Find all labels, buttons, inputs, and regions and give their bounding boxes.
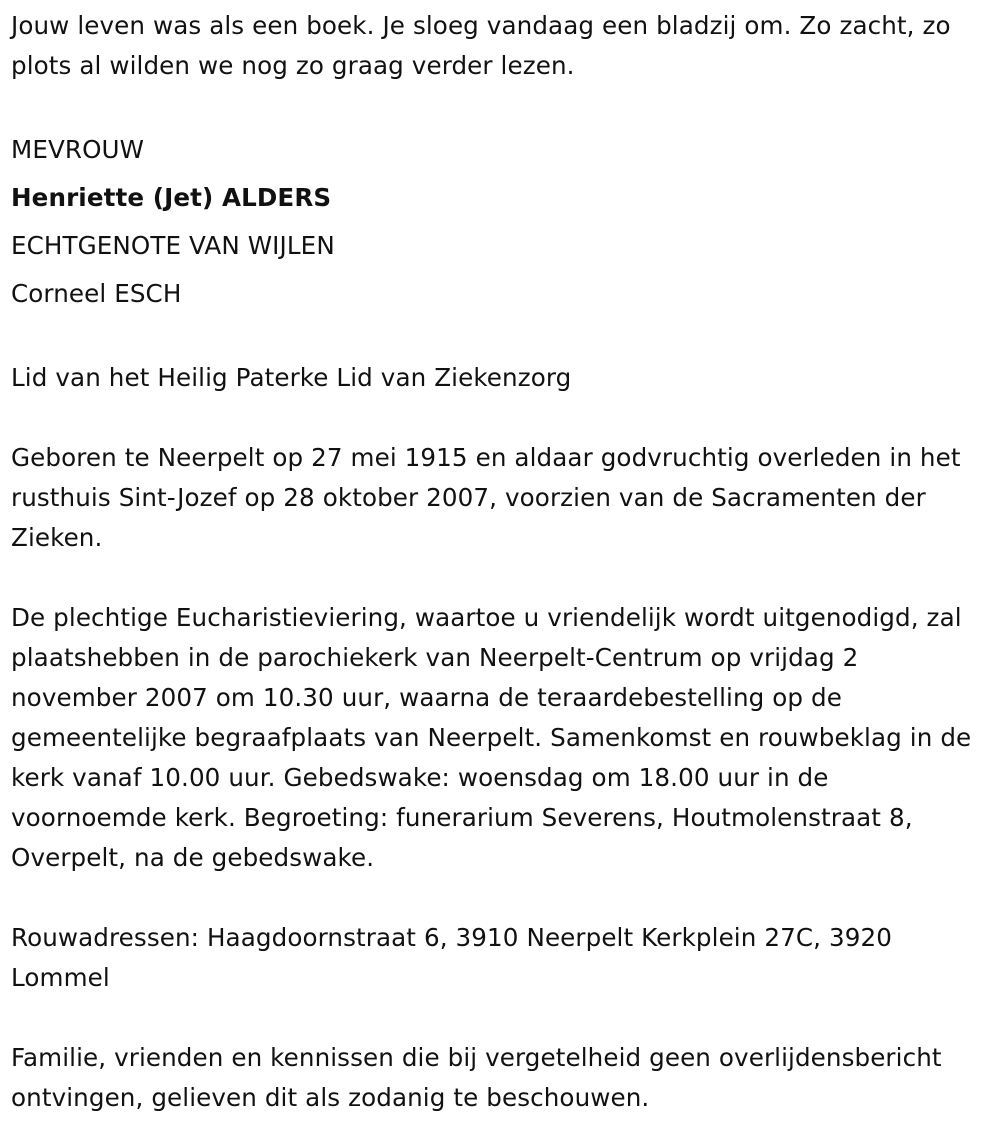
spacer bbox=[11, 318, 991, 358]
deceased-name: Henriette (Jet) ALDERS bbox=[11, 183, 332, 212]
name-block bbox=[11, 126, 991, 318]
opening-quote: Jouw leven was als een boek. Je sloeg vandaag een bladzij om. Zo zacht, zo plots al wilden we nog zo graag verder lezen. bbox=[11, 11, 951, 80]
spacer bbox=[11, 86, 991, 126]
obituary-notice bbox=[11, 6, 991, 1118]
birth-death-paragraph: Geboren te Neerpelt op 27 mei 1915 en aldaar godvruchtig overleden in het rusthuis Sint-Jozef op 28 oktober 2007, voorzien van de Sacramenten der Zieken. bbox=[11, 443, 961, 552]
spouse-name: Corneel ESCH bbox=[11, 279, 182, 308]
spacer bbox=[11, 558, 991, 598]
closing-paragraph: Familie, vrienden en kennissen die bij vergetelheid geen overlijdensbericht ontvingen, gelieven dit als zodanig te beschouwen. bbox=[11, 1043, 942, 1112]
memberships: Lid van het Heilig Paterke Lid van Ziekenzorg bbox=[11, 363, 572, 392]
spacer bbox=[11, 878, 991, 918]
relation-line: ECHTGENOTE VAN WIJLEN bbox=[11, 231, 335, 260]
ceremony-paragraph: De plechtige Eucharistieviering, waartoe u vriendelijk wordt uitgenodigd, zal plaatshebben in de parochiekerk van Neerpelt-Centrum op vrijdag 2 november 2007 om 10.30 uur, waarna de teraardebestelling op de gemeentelijke begraafplaats van Neerpelt. Samenkomst en rouwbeklag in de kerk vanaf 10.00 uur. Gebedswake: woensdag om 18.00 uur in de voornoemde kerk. Begroeting: funerarium Severens, Houtmolenstraat 8, Overpelt, na de gebedswake. bbox=[11, 603, 972, 872]
title-prefix: MEVROUW bbox=[11, 135, 145, 164]
spacer bbox=[11, 398, 991, 438]
spacer bbox=[11, 998, 991, 1038]
mourning-addresses: Rouwadressen: Haagdoornstraat 6, 3910 Neerpelt Kerkplein 27C, 3920 Lommel bbox=[11, 923, 892, 992]
